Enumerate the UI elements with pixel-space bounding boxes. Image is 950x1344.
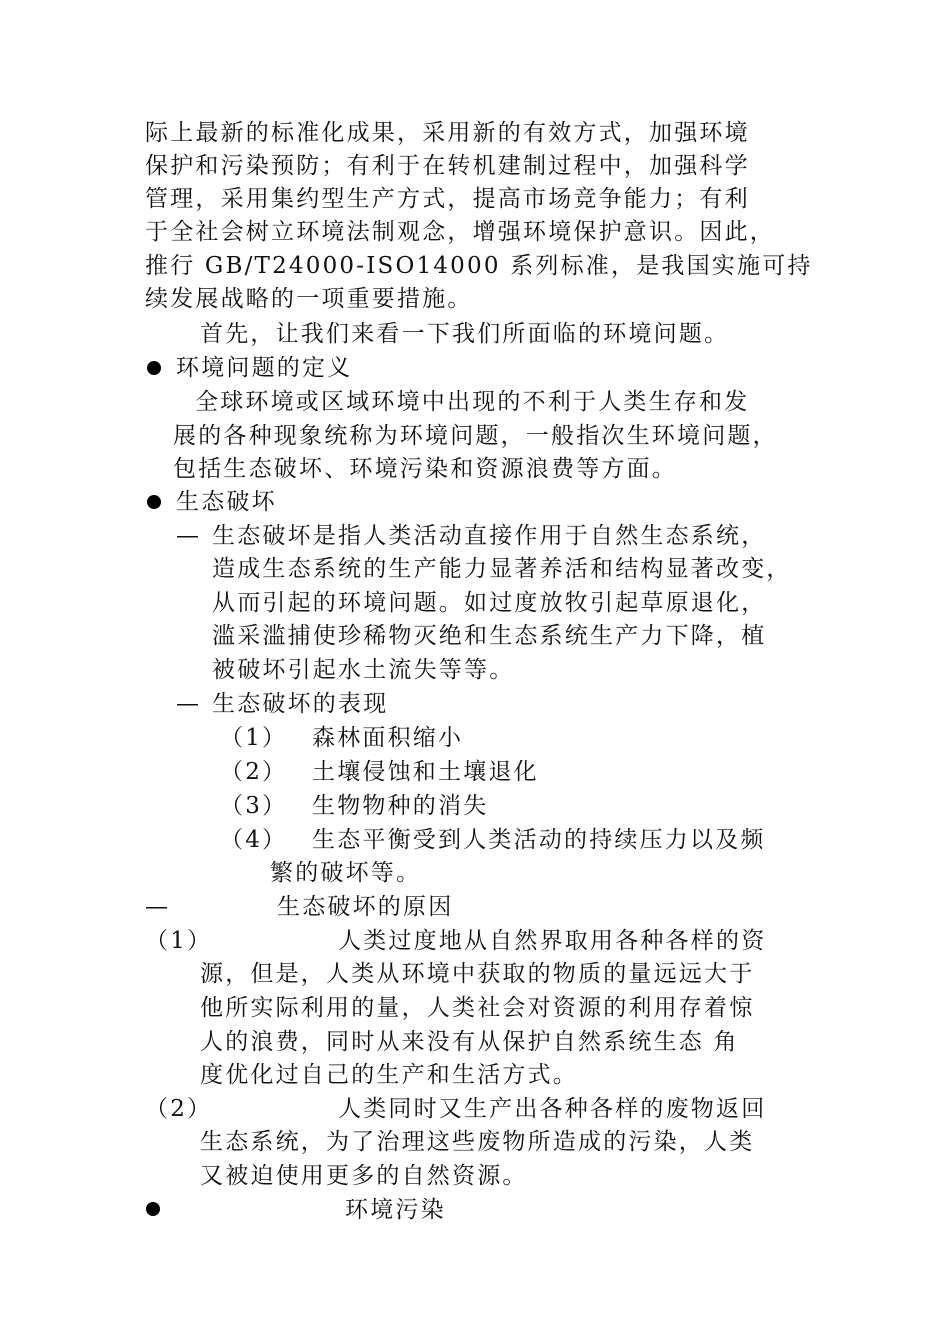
paragraph-line: 全球环境或区域环境中出现的不利于人类生存和发 — [195, 389, 750, 415]
list-number: （2） — [220, 759, 288, 785]
list-number: （2） — [145, 1096, 213, 1122]
list-item: 生态平衡受到人类活动的持续压力以及频 — [312, 827, 766, 853]
list-item-continuation: 繁的破坏等。 — [270, 860, 422, 886]
subheading-manifestations: 生态破坏的表现 — [212, 691, 389, 717]
list-number: （1） — [145, 928, 213, 954]
paragraph-line: 展的各种现象统称为环境问题，一般指次生环境问题， — [173, 423, 778, 449]
section-heading-ecology: 生态破坏 — [176, 489, 277, 515]
paragraph-line: 又被迫使用更多的自然资源。 — [200, 1163, 528, 1189]
paragraph-line: 被破坏引起水土流失等等。 — [212, 657, 515, 683]
paragraph-line: 生态破坏是指人类活动直接作用于自然生态系统， — [212, 523, 767, 549]
section-heading-pollution: 环境污染 — [345, 1197, 446, 1223]
list-number: （4） — [220, 827, 288, 853]
list-item: 土壤侵蚀和土壤退化 — [312, 759, 539, 785]
bullet-icon — [147, 495, 161, 509]
list-item: 生物物种的消失 — [312, 793, 489, 819]
dash-marker: — — [176, 523, 202, 549]
paragraph-line: 于全社会树立环境法制观念，增强环境保护意识。因此， — [145, 219, 775, 245]
section-heading-definition: 环境问题的定义 — [176, 355, 353, 381]
list-number: （3） — [220, 793, 288, 819]
list-item: 森林面积缩小 — [312, 725, 464, 751]
paragraph-line: 生态系统，为了治理这些废物所造成的污染，人类 — [200, 1129, 755, 1155]
paragraph-line: 从而引起的环境问题。如过度放牧引起草原退化， — [212, 590, 767, 616]
dash-marker: — — [176, 691, 202, 717]
paragraph-line: 续发展战略的一项重要措施。 — [145, 286, 473, 312]
paragraph-line: 滥采滥捕使珍稀物灭绝和生态系统生产力下降，植 — [212, 623, 767, 649]
subheading-causes: 生态破坏的原因 — [277, 894, 454, 920]
paragraph-line: 度优化过自己的生产和生活方式。 — [200, 1062, 578, 1088]
list-number: （1） — [220, 725, 288, 751]
paragraph-line: 推行 GB/T24000-ISO14000 系列标准，是我国实施可持 — [145, 253, 813, 279]
paragraph-line: 人类过度地从自然界取用各种各样的资 — [338, 928, 767, 954]
lead-sentence: 首先，让我们来看一下我们所面临的环境问题。 — [200, 321, 730, 347]
paragraph-line: 造成生态系统的生产能力显著养活和结构显著改变， — [212, 556, 792, 582]
paragraph-line: 源，但是，人类从环境中获取的物质的量远远大于 — [200, 961, 755, 987]
dash-marker: — — [145, 894, 171, 920]
paragraph-line: 包括生态破坏、环境污染和资源浪费等方面。 — [173, 456, 677, 482]
paragraph-line: 际上最新的标准化成果，采用新的有效方式，加强环境 — [145, 120, 750, 146]
paragraph-line: 管理，采用集约型生产方式，提高市场竞争能力；有利 — [145, 186, 750, 212]
paragraph-line: 保护和污染预防；有利于在转机建制过程中，加强科学 — [145, 153, 750, 179]
paragraph-line: 他所实际利用的量，人类社会对资源的利用存着惊 — [200, 995, 755, 1021]
paragraph-line: 人类同时又生产出各种各样的废物返回 — [338, 1096, 767, 1122]
bullet-icon — [146, 1202, 160, 1216]
bullet-icon — [147, 361, 161, 375]
paragraph-line: 人的浪费，同时从来没有从保护自然系统生态 角 — [200, 1029, 739, 1055]
